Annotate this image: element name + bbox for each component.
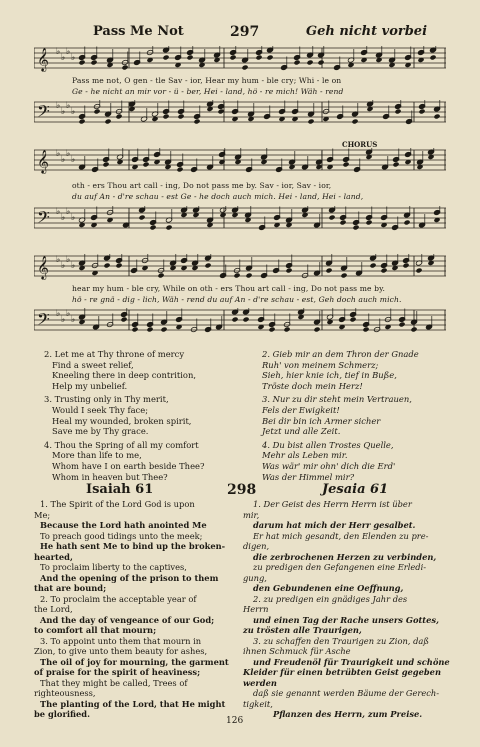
lyric-line-english: oth - ers Thou art call - ing, Do not pass me by. Sav - ior, Sav - ior, bbox=[72, 181, 332, 190]
verse-line: Fels der Ewigkeit! bbox=[262, 404, 340, 415]
bass-staff bbox=[34, 100, 446, 126]
verse-line: Heal my wounded, broken spirit, bbox=[52, 415, 192, 426]
reading-line: den Gebundenen eine Oeffnung, bbox=[253, 583, 404, 593]
reading-line: Zion, to give unto them beauty for ashes, bbox=[34, 646, 208, 656]
staff-lines bbox=[34, 46, 446, 72]
reading-line: digen, bbox=[243, 541, 270, 551]
lyric-line-german: hö - re gnä - dig - lich, Wäh - rend du auf An - d're schau - est, Geh doch auch mich. bbox=[72, 295, 402, 304]
svg-text:♭: ♭ bbox=[71, 315, 76, 325]
page-number: 126 bbox=[226, 716, 244, 726]
reading-title-german: Jesaia 61 bbox=[322, 482, 389, 497]
reading-line: And the day of vengeance of our God; bbox=[40, 614, 215, 625]
music-system-1 bbox=[34, 40, 446, 150]
reading-line: The oil of joy for mourning, the garment bbox=[40, 656, 229, 667]
verses-german bbox=[262, 349, 452, 482]
reading-line: That they might be called, Trees of bbox=[40, 677, 188, 688]
reading-line: be glorified. bbox=[34, 709, 90, 719]
svg-text:♭: ♭ bbox=[71, 107, 76, 117]
reading-line: 1. Der Geist des Herrn Herrn ist über bbox=[253, 499, 412, 509]
reading-line: righteousness, bbox=[34, 688, 96, 698]
verse-line: Kneeling there in deep contrition, bbox=[52, 370, 197, 381]
hymn-title-english: Pass Me Not bbox=[93, 24, 184, 39]
reading-line: ihnen Schmuck für Asche bbox=[243, 646, 351, 656]
clef-symbol: 𝄞 bbox=[37, 47, 49, 71]
treble-staff bbox=[34, 254, 446, 280]
verse-line: 4. Du bist allen Trostes Quelle, bbox=[262, 439, 394, 450]
svg-text:♭: ♭ bbox=[56, 255, 61, 265]
verse-line: Jetzt und alle Zeit. bbox=[262, 426, 341, 437]
bass-staff bbox=[34, 206, 446, 232]
reading-line: hearted, bbox=[34, 551, 73, 562]
staff-lines bbox=[34, 100, 446, 126]
reading-line: Kleider für einen betrübten Geist gegeben bbox=[243, 667, 441, 677]
svg-text:♭: ♭ bbox=[71, 213, 76, 223]
reading-text-english bbox=[34, 499, 248, 720]
verse-line: Bei dir bin ich Armer sicher bbox=[262, 415, 381, 426]
reading-line: die zerbrochenen Herzen zu verbinden, bbox=[253, 551, 437, 562]
reading-line: that are bound; bbox=[34, 583, 107, 593]
reading-line: To proclaim liberty to the captives, bbox=[40, 562, 187, 572]
verse bbox=[262, 349, 452, 391]
reading-line: Er hat mich gesandt, den Elenden zu pre- bbox=[253, 530, 429, 541]
svg-text:♭: ♭ bbox=[61, 315, 66, 325]
verse bbox=[262, 440, 452, 482]
reading-line: The planting of the Lord, that He might bbox=[40, 698, 226, 709]
reading-line: To preach good tidings unto the meek; bbox=[40, 530, 203, 541]
reading-line: darum hat mich der Herr gesalbet. bbox=[253, 520, 416, 530]
verse-line: 2. Gieb mir an dem Thron der Gnade bbox=[262, 349, 419, 359]
reading-line: Because the Lord hath anointed Me bbox=[40, 520, 207, 530]
verse bbox=[262, 394, 452, 436]
svg-text:♭: ♭ bbox=[66, 101, 71, 111]
reading-line: Pflanzen des Herrn, zum Preise. bbox=[273, 709, 423, 719]
reading-line: mir, bbox=[243, 509, 260, 520]
verse-line: Ruh' von meinem Schmerz; bbox=[262, 359, 379, 370]
svg-text:♭: ♭ bbox=[61, 53, 66, 63]
reading-line: und Freudenöl für Traurigkeit und schöne bbox=[253, 656, 450, 667]
svg-text:♭: ♭ bbox=[56, 47, 61, 57]
verse-line: Mehr als Leben mir. bbox=[262, 450, 348, 461]
verse-line: Was der Himmel mir? bbox=[262, 471, 355, 482]
verse-line: 2. Let me at Thy throne of mercy bbox=[44, 349, 185, 359]
svg-text:♭: ♭ bbox=[61, 107, 66, 117]
music-system-2 bbox=[34, 140, 446, 255]
reading-line: And the opening of the prison to them bbox=[40, 572, 219, 583]
verse-line: 4. Thou the Spring of all my comfort bbox=[44, 439, 199, 450]
verse-line: Help my unbelief. bbox=[52, 380, 128, 391]
treble-staff bbox=[34, 148, 446, 174]
staff-lines bbox=[34, 308, 446, 334]
svg-text:♭: ♭ bbox=[56, 207, 61, 217]
svg-text:♭: ♭ bbox=[61, 155, 66, 165]
staff-lines bbox=[34, 206, 446, 232]
svg-text:♭: ♭ bbox=[66, 207, 71, 217]
svg-text:♭: ♭ bbox=[66, 47, 71, 57]
reading-text-german bbox=[243, 499, 455, 720]
verse-line: Save me by Thy grace. bbox=[52, 426, 149, 437]
clef-symbol: 𝄞 bbox=[37, 149, 49, 173]
reading-line: 2. zu predigen ein gnädiges Jahr des bbox=[253, 593, 408, 604]
lyric-line-german: du auf An - d're schau - est Ge - he doch auch mich. Hei - land, Hei - land, bbox=[72, 192, 364, 201]
verse-line: More than life to me, bbox=[52, 450, 142, 461]
verse bbox=[44, 394, 254, 436]
reading-line: zu trösten alle Traurigen, bbox=[243, 625, 362, 635]
verse-line: Sieh, hier knie ich, tief in Buße, bbox=[262, 370, 397, 381]
chorus-label: CHORUS bbox=[342, 140, 378, 149]
clef-symbol: 𝄢 bbox=[37, 309, 50, 333]
svg-text:♭: ♭ bbox=[71, 261, 76, 271]
verses-english bbox=[44, 349, 254, 482]
reading-line: 2. To proclaim the acceptable year of bbox=[40, 593, 197, 604]
verse-line: Would I seek Thy face; bbox=[52, 404, 149, 415]
music-system-3 bbox=[34, 248, 446, 348]
reading-line: Me; bbox=[34, 509, 51, 520]
reading-line: tigkeit, bbox=[243, 698, 273, 709]
reading-line: the Lord, bbox=[34, 604, 73, 614]
verse-line: Was wär' mir ohn' dich die Erd' bbox=[262, 460, 396, 471]
svg-text:♭: ♭ bbox=[61, 261, 66, 271]
reading-line: He hath sent Me to bind up the broken- bbox=[40, 541, 226, 551]
svg-text:♭: ♭ bbox=[71, 53, 76, 63]
svg-text:♭: ♭ bbox=[56, 309, 61, 319]
verse bbox=[44, 440, 254, 482]
reading-title-english: Isaiah 61 bbox=[86, 482, 154, 497]
reading-line: 3. To appoint unto them that mourn in bbox=[40, 635, 202, 646]
svg-text:♭: ♭ bbox=[66, 255, 71, 265]
reading-line: zu predigen den Gefangenen eine Erledi- bbox=[253, 562, 427, 572]
staff-lines bbox=[34, 254, 446, 280]
verse-line: Find a sweet relief, bbox=[52, 359, 134, 370]
svg-text:♭: ♭ bbox=[66, 309, 71, 319]
reading-number: 298 bbox=[227, 482, 257, 498]
svg-text:♭: ♭ bbox=[56, 101, 61, 111]
treble-staff bbox=[34, 46, 446, 72]
hymn-number: 297 bbox=[230, 24, 260, 40]
lyric-line-english: Pass me not, O gen - tle Sav - ior, Hear my hum - ble cry; Whi - le on bbox=[72, 76, 342, 85]
reading-line: to comfort all that mourn; bbox=[34, 625, 157, 635]
bass-staff bbox=[34, 308, 446, 334]
reading-line: und einen Tag der Rache unsers Gottes, bbox=[253, 614, 439, 625]
verse-line: Whom have I on earth beside Thee? bbox=[52, 460, 205, 471]
reading-line: daß sie genannt werden Bäume der Gerech- bbox=[253, 688, 440, 698]
reading-line: 3. zu schaffen den Traurigen zu Zion, daß bbox=[253, 635, 429, 646]
verse bbox=[44, 349, 254, 391]
hymn-title-german: Geh nicht vorbei bbox=[306, 24, 428, 39]
reading-line: of praise for the spirit of heaviness; bbox=[34, 667, 201, 677]
verse-line: Whom in heaven but Thee? bbox=[52, 471, 168, 482]
verse-line: 3. Trusting only in Thy merit, bbox=[44, 394, 169, 405]
clef-symbol: 𝄢 bbox=[37, 207, 50, 231]
verse-line: 3. Nur zu dir steht mein Vertrauen, bbox=[262, 394, 412, 405]
staff-lines bbox=[34, 148, 446, 174]
reading-line: werden bbox=[243, 677, 277, 688]
verse-line: Tröste doch mein Herz! bbox=[262, 380, 363, 391]
reading-line: Herrn bbox=[243, 604, 269, 614]
reading-line: gung, bbox=[243, 572, 267, 583]
reading-line: 1. The Spirit of the Lord God is upon bbox=[40, 499, 195, 509]
svg-text:♭: ♭ bbox=[66, 149, 71, 159]
svg-text:♭: ♭ bbox=[71, 155, 76, 165]
clef-symbol: 𝄞 bbox=[37, 255, 49, 279]
lyric-line-german: Ge - he nicht an mir vor - ü - ber, Hei - land, hö - re mich! Wäh - rend bbox=[72, 87, 344, 96]
clef-symbol: 𝄢 bbox=[37, 101, 50, 125]
lyric-line-english: hear my hum - ble cry, While on oth - ers Thou art call - ing, Do not pass me by. bbox=[72, 284, 385, 293]
svg-text:♭: ♭ bbox=[56, 149, 61, 159]
svg-text:♭: ♭ bbox=[61, 213, 66, 223]
